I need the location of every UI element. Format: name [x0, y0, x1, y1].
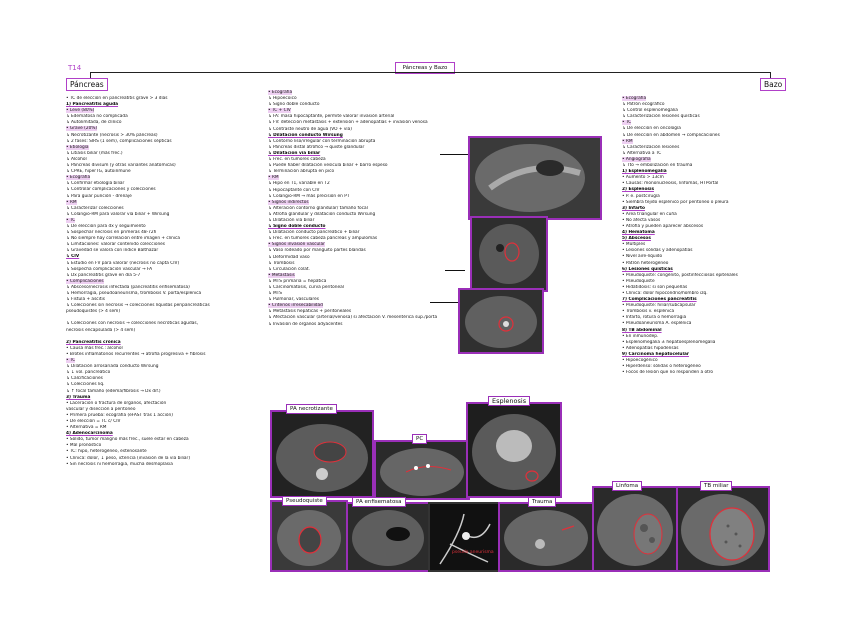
note-line: • Clínica: dolor, ↓ peso, ictericia (invasión de la vía biliar) [66, 455, 190, 461]
note-line: • Atrofia y pueden aparecer abscesos [622, 223, 704, 229]
note-line: necrosis encapsulada (> 4 sem) [66, 327, 136, 333]
ct-image-pseudoquiste [270, 500, 348, 572]
note-line: ↳ Calcificaciones [66, 376, 103, 382]
note-line: ↳ De elección en oncología [622, 126, 681, 132]
caption-linfoma: Linfoma [612, 481, 642, 491]
note-line: • TC [66, 217, 76, 223]
note-line: ↳ Patrón ecográfico [622, 102, 665, 108]
note-line: • Patrón heterogéneo [622, 260, 669, 266]
note-line: • Ecografía [622, 96, 647, 101]
note-line: ↳ Dilatación vía biliar [268, 150, 321, 156]
angio-image-pseudoaneurisma [428, 502, 500, 572]
caption-esplenosis: Esplenosis [488, 396, 530, 406]
note-line: ↳ Tto → embolización en trauma [622, 163, 693, 169]
note-line: ↳ Fístula + ascitis [66, 297, 105, 303]
note-line: ↳ Dilatación conducto Wirsung [268, 132, 343, 138]
note-line: • De elección = TC c/ CIV [66, 418, 121, 424]
note-line: • Área triangular en cuña [622, 211, 677, 217]
note-line: • Angiografía [622, 156, 651, 162]
note-line: • TC [66, 358, 76, 364]
note-line: • Siembra tejido esplénico por peritoneo o pleura [622, 199, 729, 205]
ct-image-pc [374, 440, 470, 500]
note-line: • RM [66, 199, 77, 205]
note-line: ↳ Terminación abrupta en pico [268, 169, 335, 175]
note-line: • Alternativa = RM [66, 425, 107, 431]
note-line: ↳ Dilatación vía biliar [268, 217, 315, 223]
note-line: 5) Abscesos [622, 236, 651, 242]
note-line: 6) Lesiones quísticas [622, 266, 673, 272]
note-line: ↳ Invasión de órganos adyacentes [268, 321, 343, 327]
note-line: pseudoquistes (> 4 sem) [66, 309, 120, 315]
note-line: ↳ MTS [268, 291, 283, 297]
note-line: ↳ Páncreas divisum (y otras variantes anatómicas) [66, 163, 176, 169]
note-line: • Lesiones sólidas y adenopatías [622, 248, 693, 254]
note-line: ↳ Signo doble conducto [268, 102, 320, 108]
note-line: ↳ Frec. en tumores cabeza [268, 157, 326, 163]
note-line: • Signos invasión vascular [268, 242, 325, 248]
ct-scan-tb-miliar [678, 488, 768, 570]
note-line: • Esplenomegalia ± hepatoesplenomegalia [622, 339, 716, 345]
note-line: • TC [622, 120, 632, 126]
note-line: • Ecografía [66, 175, 91, 181]
note-line: 1) Pancreatitis aguda [66, 102, 119, 108]
angio-note: pseudo aneurisma [452, 550, 494, 555]
note-line: • Etiología [66, 144, 89, 150]
note-line: ↳ Signo doble conducto [268, 224, 326, 230]
note-line: ↳ Puede haber dilatación vesícula biliar + barro espeso [268, 163, 388, 169]
ct-image-double-duct-sign [470, 216, 548, 292]
note-line: ↳ Limitaciones: valorar contenido colecciones [66, 242, 166, 248]
note-line: • Nivel aire-líquido [622, 254, 663, 260]
note-line: ↳ Edematosa no complicada [66, 114, 128, 120]
topic-tag: T14 [68, 64, 82, 72]
note-line: • Criterios irresecabilidad [268, 303, 323, 309]
note-line: ↳ Gravedad se valora con índice Balthazar [66, 248, 159, 254]
note-line: ↳ Alcohol [66, 156, 87, 162]
note-line: ↳ CPRE, hiperTG, autoinmune [66, 169, 131, 175]
note-line: • Causas: mononucleosis, linfomas, HTPortal [622, 181, 719, 187]
note-line: 9) Carcinoma hepatocelular [622, 351, 689, 357]
note-line: ↳ Litiasis biliar (más frec.) [66, 150, 123, 156]
caption-pa-enfisematosa: PA enfisematosa [352, 497, 406, 507]
ct-scan-pa-enfisematosa [348, 504, 428, 570]
bazo-notes-column [622, 96, 782, 476]
note-line: • P. e. postcirugía [622, 193, 660, 199]
note-line: ↳ CIV [66, 254, 80, 260]
note-line: • TC + CIV [268, 108, 291, 114]
note-line: • Hiperdenso: sólidas o heterogéneo [622, 364, 701, 370]
ct-image-double-duct [468, 136, 602, 220]
note-line: • Pseudoquiste: hiliar/subcapsular [622, 303, 696, 309]
arrow-to-image-3 [430, 302, 458, 303]
note-line: ↳ Colecciones con necrosis → colecciones necróticas agudas, [66, 321, 198, 327]
note-line: • TC: hipo, heterogéneo, estenosante [66, 449, 147, 455]
note-line: 4) Adenocarcinoma [66, 431, 113, 437]
note-line: 8) TB abdominal [622, 327, 662, 333]
note-line: vascular y disección a peritoneo [66, 406, 136, 412]
note-line: ↳ Contraste neutro de agua (VO + vía) [268, 126, 352, 132]
note-line: ↳ Dilatación arrosariada conducto Wirsung [66, 364, 159, 370]
ct-scan-2 [472, 218, 546, 290]
note-line: ↳ Deformidad vaso [268, 254, 310, 260]
note-line: ↳ De elección para dx y seguimiento [66, 223, 146, 229]
ct-image-vascular-invasion [458, 288, 544, 354]
note-line: ↳ No siempre hay correlación entre imagen + clínica [66, 236, 181, 242]
note-line: • RM [622, 138, 633, 144]
note-line: ↳ Páncreas distal atrófico → quiste glandular [268, 144, 365, 150]
note-line: ↳ Hipo en T1, variable en T2 [268, 181, 330, 187]
note-line: ↳ Hipoecoico [268, 96, 297, 102]
note-line: • Mal pronóstico [66, 443, 102, 449]
ct-scan-pseudoquiste [272, 502, 346, 570]
note-line: • Hidatidosis: si son pequeñas [622, 284, 688, 290]
note-line: ↳ Metástasis hepáticas + peritoneales [268, 309, 352, 315]
note-line: ↳ Colangio-RM para valorar vía biliar + Wirsung [66, 211, 170, 217]
note-line: ↳ Colangio-RM → más precisión en PT [268, 193, 350, 199]
arrow-to-image-2 [445, 270, 465, 271]
note-line: • Múltiples [622, 242, 646, 248]
caption-pc: PC [412, 434, 427, 444]
note-line: • Sólido, tumor maligno más frec., suele estar en cabeza [66, 437, 189, 443]
note-line: ↳ Controlar complicaciones y colecciones [66, 187, 156, 193]
note-line: ↳ Autolimitada, de clínico [66, 120, 122, 126]
ct-scan-pa-necrotizante [272, 412, 372, 496]
arrow-to-image-1 [440, 154, 468, 155]
ct-image-linfoma [592, 486, 678, 572]
note-line: ↳ Afectación vascular (arterial/venosa) si afectación V. mesentérica sup./porta [268, 315, 438, 321]
note-line: ↳ Contorno liso/irregular con terminación abrupta [268, 138, 376, 144]
note-line: • Trombosis v. esplénica [622, 309, 675, 315]
note-line: ↳ Hemorragia, pseudoaneurisma, trombosis V. porta/esplénica [66, 291, 202, 296]
note-line: 2) Esplenosis [622, 187, 655, 193]
note-line: ↳ De elección en abdomen → complicaciones [622, 132, 720, 138]
note-line: 3) Trauma [66, 394, 91, 400]
pancreas-notes-column-1 [66, 96, 262, 580]
note-line: 4) Hematoma [622, 230, 655, 236]
ct-scan-linfoma [594, 488, 676, 570]
ct-scan-trauma [500, 504, 592, 570]
note-line: • Adenopatías hipodensas [622, 345, 679, 351]
note-line: ↳ Caracterización lesiones [622, 144, 680, 150]
header-bazo: Bazo [760, 78, 786, 91]
note-line: ↳ Trombosis [268, 260, 295, 266]
note-line: ↳ Colecciones liq. [66, 382, 105, 388]
note-line: • Primera prueba: ecografía (eFAST tras 1 acción) [66, 412, 173, 418]
note-line: ↳ Alteración contorno glandular/ tamaño focal [268, 205, 368, 211]
note-line: • Pseudoquiste: congénito, postinfecciosos epiteliales [622, 272, 738, 278]
note-line: • Leve (80%) [66, 108, 95, 114]
caption-tb-miliar: TB miliar [700, 481, 732, 491]
ct-image-pa-enfisematosa [346, 502, 430, 572]
note-line: • Infarto, rotura o hemorragia [622, 315, 687, 321]
note-line: ↳ Carcinomatosis, curva peritoneal [268, 285, 344, 290]
note-line: ↳ Absceso/necrosis infectada (pancreatitis enfisematosa) [66, 284, 190, 290]
note-line: ↳ Colecciones sin necrosis → colecciones líquidas peripancreáticas [66, 303, 210, 309]
note-line: • Signos indirectos [268, 199, 309, 205]
note-line: • Hipoecogénico [622, 358, 658, 364]
note-line: ↳ Estudio en FV para valorar (necrosis no capta CIV) [66, 260, 180, 266]
note-line: ↳ Sospechar necrosis en primeras 48-72h [66, 230, 157, 236]
note-line: ↳ Necrotizante (necrosis > 30% páncreas) [66, 132, 158, 138]
note-line: 1) Esplenomegalia [622, 169, 667, 175]
ct-image-tb-miliar [676, 486, 770, 572]
note-line: ↳ Caracterizar colecciones [66, 205, 124, 211]
note-line: • En inmunodep. [622, 333, 659, 339]
note-line: • Complicaciones [66, 278, 104, 284]
note-line: • Metástasis [268, 272, 295, 278]
note-line: ↳ Caracterización lesiones quísticas [622, 114, 700, 120]
note-line: ↳ ↓ vol. pancreático [66, 370, 111, 376]
note-line: • TC de elección en pancreatitis grave > 3 días [66, 96, 168, 101]
note-line: ↳ Para guiar punción - drenaje [66, 193, 132, 199]
note-line: ↳ MTS primaria = hepática [268, 278, 327, 284]
ct-scan-3 [460, 290, 542, 352]
note-line: • Pseudoaneurisma A. esplénica [622, 321, 692, 327]
note-line: • Focos de lesión que no responden a otro [622, 370, 714, 376]
note-line: ↳ Dilatación conducto pancreático + biliar [268, 230, 360, 236]
caption-pseudoquiste: Pseudoquiste [282, 496, 327, 506]
note-line: ↳ Sospecha complicación vascular → FA [66, 266, 153, 272]
note-line: ↳ Control esplenomegalia [622, 108, 678, 114]
ct-scan-1 [470, 138, 600, 218]
note-line: • Causa más frec.: alcohol [66, 345, 123, 351]
note-line: 2) Pancreatitis crónica [66, 339, 121, 345]
note-line: ↳ ↑ focal tamaño (edema/fibrosis → Dx dif.) [66, 388, 161, 394]
note-line: • Sin necrosis ni hemorragia, mucha desmoplasia [66, 461, 173, 467]
note-line: • RM [268, 175, 279, 181]
note-line: • No afecta vasos [622, 217, 661, 223]
note-line: • Pseudoquiste [622, 278, 655, 284]
title-connector-line [90, 72, 770, 73]
note-line: • Laceración o fractura de órganos, afectación [66, 400, 167, 406]
note-line: ↳ Frec. en tumores cabeza páncreas y ampulomas [268, 236, 378, 242]
caption-pa-necrotizante: PA necrotizante [286, 404, 337, 414]
note-line: ↳ Alternativa a TC [622, 150, 662, 156]
ct-image-esplenosis [466, 402, 562, 498]
note-line: • Aumento > 13cm [622, 175, 664, 181]
note-line: ↳ Hipocaptante con CIV [268, 187, 320, 193]
pancreas-notes-column-2 [268, 90, 468, 408]
note-line: ↳ FA: masa hipocaptante, permite valorar invasión arterial [268, 114, 395, 120]
note-line: ↳ Dx pancreatitis grave en día 5-7 [66, 272, 141, 278]
note-line: ↳ 2 fases: SIRS (1 sem), complicaciones sépticas [66, 138, 172, 144]
note-line: ↳ FV: detección metástasis + extensión + adenopatías + invasión venosa [268, 120, 428, 126]
ct-scan-esplenosis [468, 404, 560, 496]
angio-scan [430, 504, 498, 570]
header-pancreas: Páncreas [66, 78, 108, 91]
note-line: • Brotes inflamatorios recurrentes → atrofia progresiva + fibrosis [66, 351, 206, 357]
note-line: 3) Infarto [622, 205, 646, 211]
note-line: • Grave (20%) [66, 126, 98, 132]
ct-scan-pc [376, 442, 468, 498]
note-line: ↳ Circulación colat. [268, 266, 310, 272]
note-line: ↳ Pulmonar, vasculares [268, 297, 319, 303]
caption-trauma: Trauma [528, 497, 556, 507]
ct-image-trauma [498, 502, 594, 572]
page-title: Páncreas y Bazo [395, 62, 455, 74]
note-line: ↳ Vaso rodeado por manguito partes blandas [268, 248, 366, 254]
note-line: • Ecografía [268, 90, 293, 95]
note-line: • Clínica: dolor hipocondrio/hombro izq. [622, 291, 708, 296]
ct-image-pa-necrotizante [270, 410, 374, 498]
note-line: ↳ Atrofia glandular y dilatación conducto Wirsung [268, 211, 376, 217]
note-line: ↳ Confirmar etiología biliar [66, 181, 125, 187]
note-line: 7) Complicaciones pancreatitis [622, 297, 697, 303]
